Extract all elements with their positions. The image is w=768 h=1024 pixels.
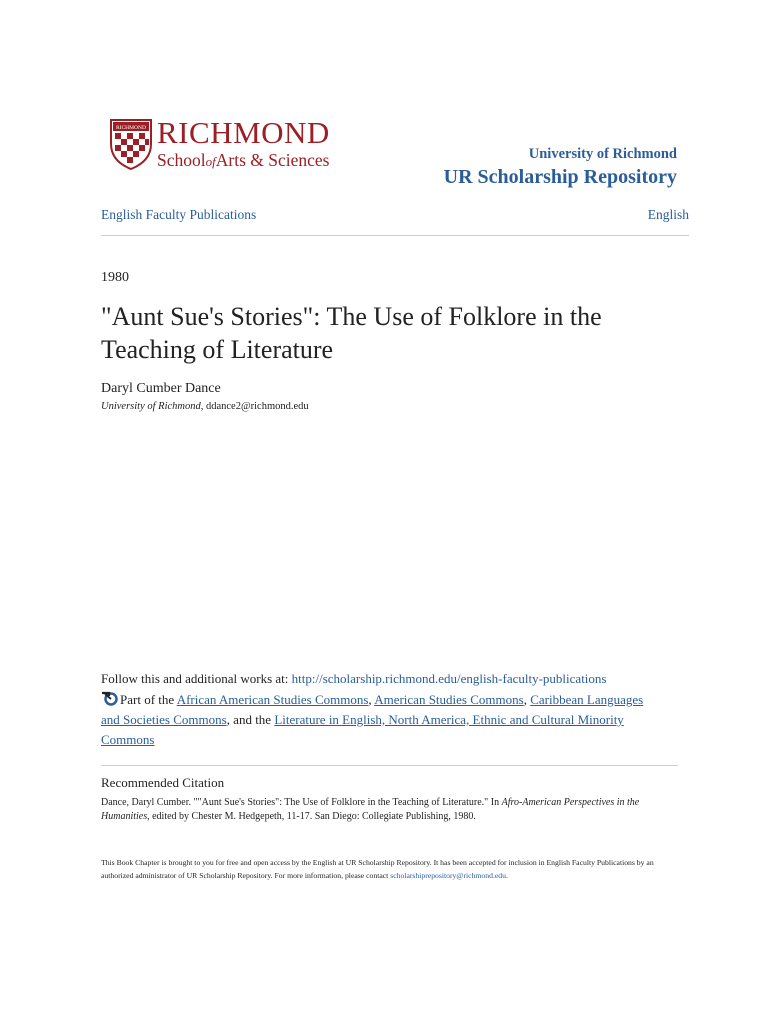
institution-name[interactable]: University of Richmond <box>528 146 677 162</box>
divider <box>101 765 678 766</box>
part-of-commons: Part of the African American Studies Commons, American Studies Commons, Caribbean Languages and Societies Commons, and the Literature in English, North America, Ethnic and Cultural Minority Commons <box>101 692 644 747</box>
collection-nav <box>101 207 689 236</box>
publication-year: 1980 <box>101 270 129 285</box>
richmond-logo <box>109 115 349 174</box>
logo-wordmark: RICHMOND <box>157 115 330 150</box>
shield-icon <box>109 118 153 170</box>
repository-name[interactable]: UR Scholarship Repository <box>443 166 677 188</box>
commons-link-literature-in-english[interactable]: Literature in English, North America, Ethnic and Cultural Minority Commons <box>101 712 624 747</box>
access-notice: This Book Chapter is brought to you for free and open access by the English at UR Scholarship Repository. It has been accepted for inclusion in English Faculty Publications by an authorized administrator of UR Scholarship Repository. For more information, please contact scholarshiprepository@richmond.edu. <box>101 858 654 880</box>
series-link[interactable]: English Faculty Publications <box>101 207 257 222</box>
citation-heading: Recommended Citation <box>101 775 225 790</box>
collection-url-link[interactable]: http://scholarship.richmond.edu/english-faculty-publications <box>291 671 607 686</box>
author-name: Daryl Cumber Dance <box>101 381 221 396</box>
open-access-icon <box>101 691 118 706</box>
author-affiliation: University of Richmond, ddance2@richmond.edu <box>101 401 309 412</box>
document-title: "Aunt Sue's Stories": The Use of Folklore in the Teaching of Literature <box>101 302 602 364</box>
contact-email-link[interactable]: scholarshiprepository@richmond.edu <box>390 870 506 880</box>
logo-subtitle: SchoolofArts & Sciences <box>157 150 330 170</box>
department-link[interactable]: English <box>647 207 689 222</box>
repository-branding[interactable] <box>444 145 677 189</box>
shield-seal-text: RICHMOND <box>116 125 146 131</box>
commons-link-american-studies[interactable]: American Studies Commons <box>374 692 524 707</box>
commons-link-african-american-studies[interactable]: African American Studies Commons <box>176 692 369 707</box>
follow-line: Follow this and additional works at: http://scholarship.richmond.edu/english-faculty-publications <box>101 671 607 686</box>
commons-link-caribbean-languages[interactable]: Caribbean Languages and Societies Commons <box>101 692 644 727</box>
citation-text: Dance, Daryl Cumber. ""Aunt Sue's Stories": The Use of Folklore in the Teaching of Literature." In Afro-American Perspectives in the Humanities, edited by Chester M. Hedgepeth, 11-17. San Diego: Collegiate Publishing, 1980. <box>101 797 640 822</box>
